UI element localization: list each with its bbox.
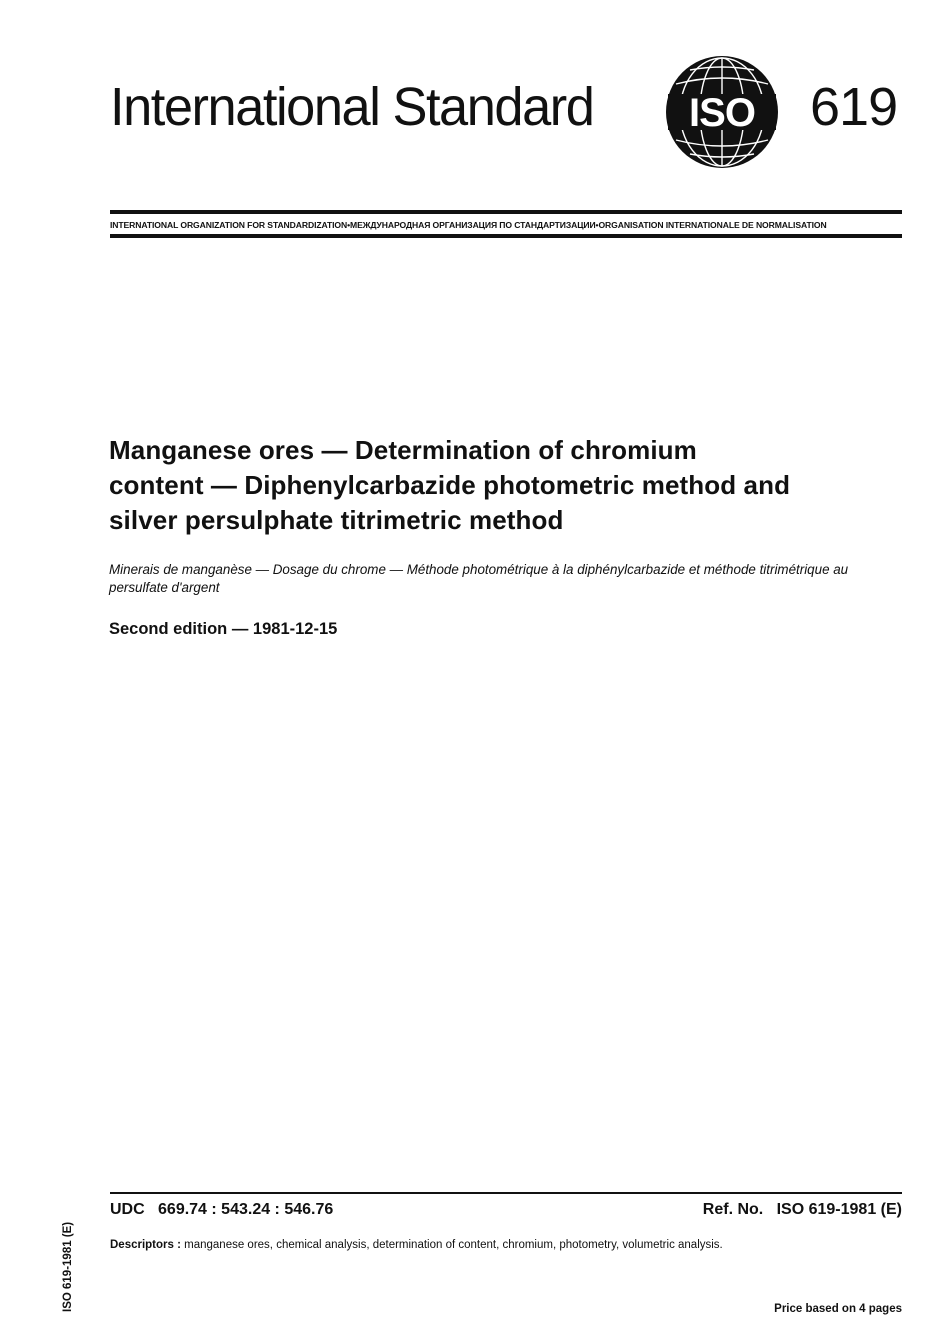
document-title [109, 433, 889, 538]
standard-heading: International Standard [110, 77, 594, 137]
edition-date: Second edition — 1981-12-15 [109, 620, 338, 638]
descriptors-text: manganese ores, chemical analysis, determination of content, chromium, photometry, volumetric analysis. [184, 1239, 723, 1251]
side-document-id: ISO 619-1981 (E) [62, 1221, 74, 1312]
udc-value: 669.74 : 543.24 : 546.76 [158, 1201, 334, 1218]
title-line: content — Diphenylcarbazide photometric method and [109, 470, 791, 500]
descriptors [110, 1239, 723, 1251]
french-title: Minerais de manganèse — Dosage du chrome — Méthode photométrique à la diphénylcarbazide et méthode titrimétrique au persulfate d'argent [109, 562, 849, 595]
reference-number [703, 1201, 902, 1219]
title-line: Manganese ores — Determination of chromium [109, 435, 697, 465]
top-rule [110, 210, 902, 214]
iso-logo [664, 54, 780, 170]
ref-value: ISO 619-1981 (E) [776, 1201, 902, 1218]
title-line: silver persulphate titrimetric method [109, 505, 564, 535]
footer-rule [110, 1192, 902, 1194]
org-rule [110, 234, 902, 238]
standard-number: 619 [810, 77, 898, 137]
price-note: Price based on 4 pages [774, 1303, 902, 1315]
udc-label: UDC [110, 1201, 145, 1218]
descriptors-label: Descriptors : [110, 1239, 181, 1251]
iso-logo-text: ISO [689, 91, 755, 135]
organization-line: INTERNATIONAL ORGANIZATION FOR STANDARDIZATION•МЕЖДУНАРОДНАЯ ОРГАНИЗАЦИЯ ПО СТАНДАРТИЗАЦИИ•ORGANISATION INTERNATIONALE DE NORMALISATION [110, 220, 827, 230]
ref-label: Ref. No. [702, 1201, 764, 1218]
udc-classification [110, 1201, 333, 1219]
